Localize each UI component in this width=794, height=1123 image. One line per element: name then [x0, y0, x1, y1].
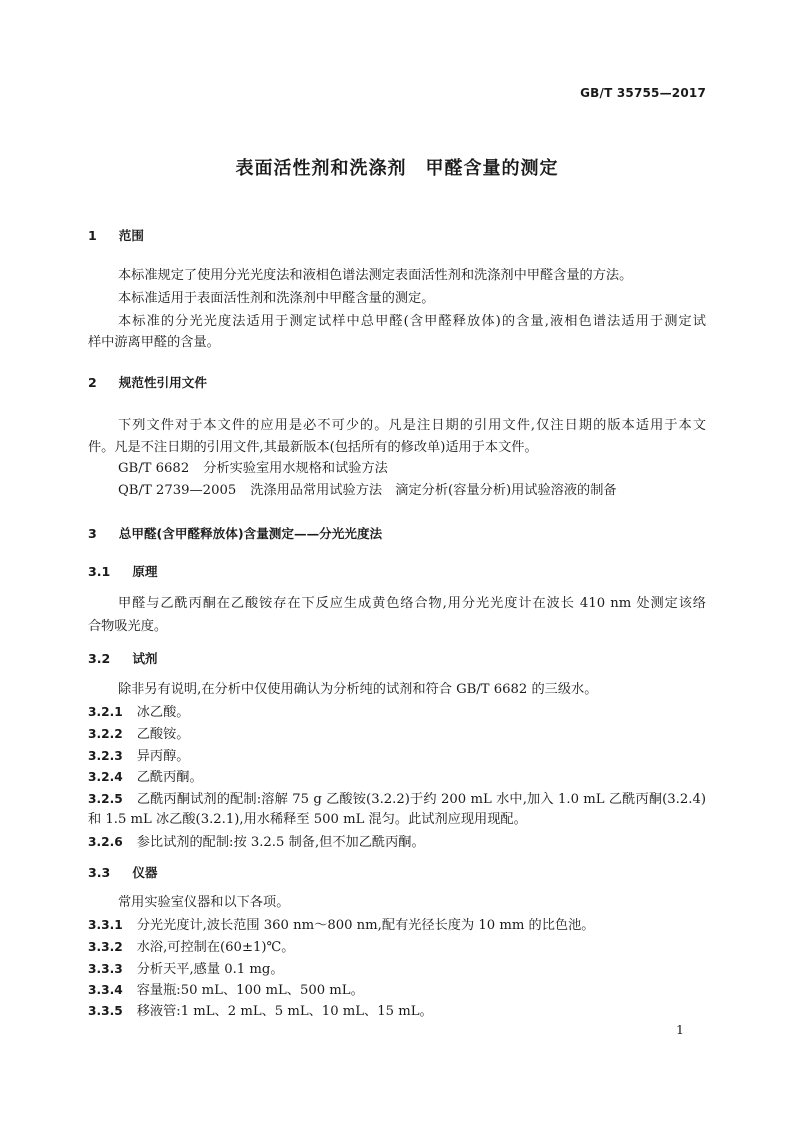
paragraph: 样中游离甲醛的含量。	[88, 335, 220, 350]
list-item: 3.3.3 分析天平,感量 0.1 mg。	[88, 962, 284, 977]
paragraph: 合物吸光度。	[88, 619, 168, 634]
list-item: 3.2.1 冰乙酸。	[88, 705, 190, 720]
list-item: 3.2.2 乙酸铵。	[88, 727, 190, 742]
list-item: 3.3.4 容量瓶:50 mL、100 mL、500 mL。	[88, 983, 364, 998]
paragraph: 下列文件对于本文件的应用是必不可少的。凡是注日期的引用文件,仅注日期的版本适用于本文	[118, 418, 706, 433]
section-2-heading: 2 规范性引用文件	[88, 375, 207, 390]
paragraph: 本标准规定了使用分光光度法和液相色谱法测定表面活性剂和洗涤剂中甲醛含量的方法。	[118, 268, 633, 283]
list-item-continuation: 和 1.5 mL 冰乙酸(3.2.1),用水稀释至 500 mL 混匀。此试剂应现用现配。	[88, 812, 527, 827]
section-3-2-heading: 3.2 试剂	[88, 651, 158, 666]
section-3-3-heading: 3.3 仪器	[88, 865, 158, 880]
paragraph: 本标准的分光光度法适用于测定试样中总甲醛(含甲醛释放体)的含量,液相色谱法适用于测定试	[118, 314, 706, 329]
list-item: 3.3.5 移液管:1 mL、2 mL、5 mL、10 mL、15 mL。	[88, 1004, 433, 1019]
list-item: 3.2.3 异丙醇。	[88, 749, 190, 764]
section-1-heading: 1 范围	[88, 228, 144, 243]
section-3-heading: 3 总甲醛(含甲醛释放体)含量测定——分光光度法	[88, 526, 383, 541]
section-3-1-heading: 3.1 原理	[88, 564, 158, 579]
list-item: 3.3.1 分光光度计,波长范围 360 nm～800 nm,配有光径长度为 10 mm 的比色池。	[88, 918, 595, 933]
document-title: 表面活性剂和洗涤剂 甲醛含量的测定	[235, 158, 559, 179]
paragraph: 件。凡是不注日期的引用文件,其最新版本(包括所有的修改单)适用于本文件。	[88, 440, 538, 455]
standard-code: GB/T 35755—2017	[580, 86, 706, 100]
paragraph: 除非另有说明,在分析中仅使用确认为分析纯的试剂和符合 GB/T 6682 的三级水。	[118, 682, 598, 697]
list-item: 3.3.2 水浴,可控制在(60±1)℃。	[88, 940, 295, 955]
list-item: 3.2.6 参比试剂的配制:按 3.2.5 制备,但不加乙酰丙酮。	[88, 835, 425, 850]
paragraph: 本标准适用于表面活性剂和洗涤剂中甲醛含量的测定。	[118, 291, 435, 306]
reference-item: GB/T 6682 分析实验室用水规格和试验方法	[118, 461, 388, 476]
page-number: 1	[676, 1022, 684, 1037]
paragraph: 常用实验室仪器和以下各项。	[118, 895, 290, 910]
reference-item: QB/T 2739—2005 洗涤用品常用试验方法 滴定分析(容量分析)用试验溶液的制备	[118, 483, 617, 498]
list-item: 3.2.4 乙酰丙酮。	[88, 770, 203, 785]
list-item: 3.2.5 乙酰丙酮试剂的配制:溶解 75 g 乙酸铵(3.2.2)于约 200 mL 水中,加入 1.0 mL 乙酰丙酮(3.2.4)	[88, 792, 706, 807]
paragraph: 甲醛与乙酰丙酮在乙酸铵存在下反应生成黄色络合物,用分光光度计在波长 410 nm 处测定该络	[118, 596, 706, 611]
